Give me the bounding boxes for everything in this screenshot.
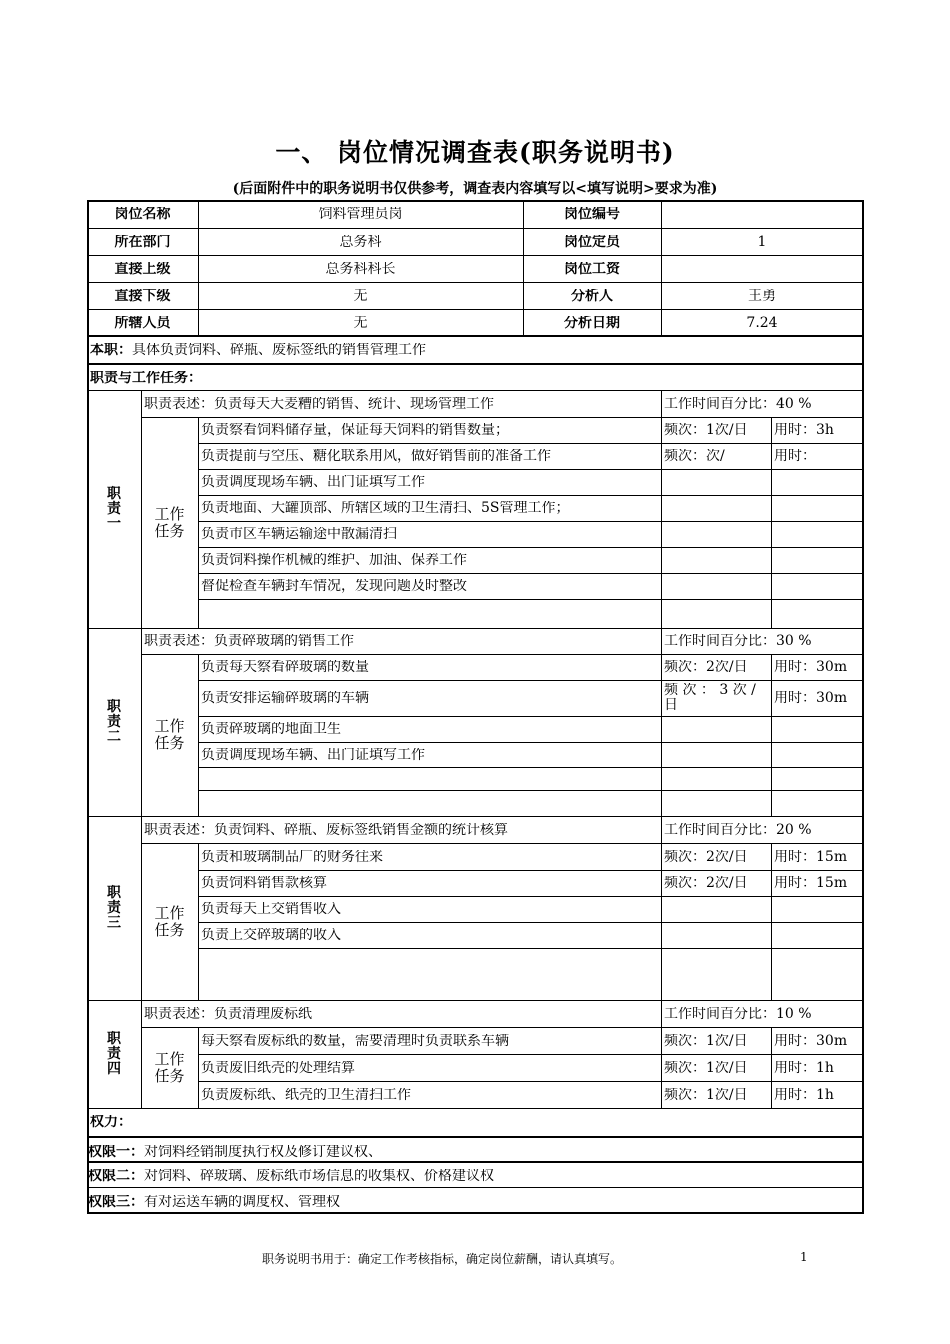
col-divider [661,628,662,816]
task-row-text: 负责地面、大罐顶部、所辖区域的卫生清扫、5S管理工作； [201,501,570,516]
task-duration [774,501,860,517]
field-value: 无 [353,316,368,331]
task-frequency: 频次：2次/日 [664,876,748,891]
col-divider [141,1000,142,1108]
row-divider [87,282,863,283]
field-label: 所辖人员 [114,316,171,331]
task-row-text: 负责提前与空压、糖化联系用风，做好销售前的准备工作 [201,449,551,464]
field-label: 岗位工资 [564,262,620,277]
task-frequency [664,967,768,983]
table-right-border [862,200,864,1213]
col-divider [771,417,772,628]
task-duration: 用时：30m [774,1034,848,1049]
row-divider [198,443,863,444]
task-frequency: 频次：次/ [664,449,725,464]
duty-label [104,1032,124,1077]
row-divider [87,390,863,391]
task-duration [774,902,860,918]
task-duration [774,772,860,788]
duty-label-char: 责 [107,900,121,916]
task-label-part: 工作 [154,1049,185,1068]
task-frequency: 频次：1次/日 [664,1034,748,1049]
duty-time-percent: 工作时间百分比：20 % [664,823,812,838]
task-duration [774,796,860,812]
duty-time-percent: 工作时间百分比：40 % [664,397,812,412]
power-text: 对饲料经销制度执行权及修订建议权、 [144,1145,382,1159]
field-value: 王勇 [748,289,776,304]
task-frequency-line: 频 次 ： 3 次 / [664,683,756,698]
col-divider [198,417,199,628]
task-frequency: 频次：1次/日 [664,1088,748,1103]
task-duration [774,722,860,738]
field-value [664,207,860,223]
table-left-border [87,200,89,1213]
task-duration [774,579,860,595]
task-row-text: 负责调度现场车辆、出门证填写工作 [201,475,425,490]
row-divider [198,948,863,949]
col-divider [661,200,662,336]
duty-label-char: 二 [107,729,121,745]
task-frequency [664,607,768,623]
task-duration [774,748,860,764]
field-value [664,262,860,278]
col-divider [661,816,662,1000]
task-duration [774,607,860,623]
footer-note: 职务说明书用于：确定工作考核指标，确定岗位薪酬，请认真填写。 [262,1252,623,1266]
duty-label-char: 责 [107,1046,121,1062]
task-frequency: 频次：2次/日 [664,660,748,675]
task-row-text: 负责上交碎玻璃的收入 [201,928,341,943]
task-label [141,718,198,752]
task-label-part: 任务 [154,1066,185,1085]
row-divider [198,469,863,470]
section-divider [87,335,863,337]
field-value: 1 [757,235,767,250]
power-header: 权力： [90,1115,132,1130]
main-duty-label: 本职： [90,343,132,357]
col-divider [198,654,199,816]
duty-label-char: 职 [107,885,121,901]
row-divider [87,255,863,256]
duty-label-char: 一 [107,516,121,532]
col-divider [198,200,199,336]
task-duration: 用时：30m [774,660,848,675]
task-label-part: 工作 [154,717,185,735]
task-row-text: 每天察看废标纸的数量，需要清理时负责联系车辆 [201,1034,509,1049]
row-divider [198,573,863,574]
duty-label-char: 四 [107,1061,121,1077]
task-label-part: 任务 [154,920,185,939]
duty-description: 职责表述：负责饲料、碎瓶、废标签纸销售金额的统计核算 [144,823,508,838]
section-divider [87,1136,863,1138]
power-label: 权限二： [88,1169,144,1183]
task-label-part: 任务 [154,521,185,540]
task-row-text: 负责察看饲料储存量，保证每天饲料的销售数量； [201,423,509,438]
task-row-text [201,607,658,623]
field-value: 总务科科长 [325,262,396,277]
row-divider [87,1161,863,1163]
task-duration [774,527,860,543]
col-divider [141,390,142,628]
row-divider [141,417,863,418]
row-divider [141,654,863,655]
task-label-part: 工作 [154,903,185,922]
task-row-text: 负责市区车辆运输途中散漏清扫 [201,527,397,542]
duty-label-char: 职 [107,486,121,502]
row-divider [87,1187,863,1188]
task-label-part: 工作 [154,504,185,523]
power-text: 对饲料、碎玻璃、废标纸市场信息的收集权、价格建议权 [144,1169,494,1183]
task-row-text: 负责废标纸、纸壳的卫生清扫工作 [201,1088,411,1103]
task-row-text: 负责调度现场车辆、出门证填写工作 [201,748,425,763]
field-label: 岗位定员 [564,235,620,250]
row-divider [198,716,863,717]
task-duration: 用时：15m [774,850,848,865]
task-duration: 用时：1h [774,1061,834,1076]
task-duration [774,553,860,569]
task-frequency [664,748,768,764]
task-row-text: 负责饲料操作机械的维护、加油、保养工作 [201,553,467,568]
row-divider [198,495,863,496]
power-row [88,1195,848,1209]
duty-label-char: 责 [107,714,121,730]
task-duration: 用时：15m [774,876,848,891]
duty-time-percent: 工作时间百分比：10 % [664,1007,812,1022]
section-divider [87,363,863,365]
row-divider [198,896,863,897]
table-bottom-border [87,1212,864,1214]
col-divider [523,200,524,336]
col-divider [141,816,142,1000]
col-divider [198,1027,199,1108]
power-row [88,1145,848,1159]
power-row [88,1169,848,1183]
block-divider [87,1108,863,1109]
col-divider [661,1000,662,1108]
task-row-text: 负责碎玻璃的地面卫生 [201,722,341,737]
task-duration [774,475,860,491]
table-top-border [87,200,864,202]
task-row-text [201,796,658,812]
col-divider [198,843,199,1000]
task-row-text: 负责和玻璃制品厂的财务往来 [201,850,383,865]
task-row-text [201,967,658,983]
field-value: 无 [353,289,368,304]
task-frequency [664,501,768,517]
row-divider [198,1081,863,1082]
duty-label-char: 职 [107,1031,121,1047]
row-divider [198,1054,863,1055]
task-duration: 用时：3h [774,423,834,438]
field-value: 饲料管理员岗 [318,207,403,222]
block-divider [87,816,863,817]
field-value: 总务科 [339,235,382,250]
field-label: 分析日期 [564,316,620,331]
task-row-text: 督促检查车辆封车情况，发现问题及时整改 [201,579,467,594]
task-row-text: 负责每天上交销售收入 [201,902,341,917]
task-row-text: 负责每天察看碎玻璃的数量 [201,660,369,675]
page-number: 1 [800,1250,808,1264]
duty-time-percent: 工作时间百分比：30 % [664,634,812,649]
power-label: 权限三： [88,1195,144,1209]
duty-description: 职责表述：负责碎玻璃的销售工作 [144,634,354,649]
duty-description: 职责表述：负责每天大麦糟的销售、统计、现场管理工作 [144,397,494,412]
duty-label-char: 职 [107,699,121,715]
duty-label [104,700,124,745]
task-frequency: 频次：1次/日 [664,423,748,438]
task-frequency [664,527,768,543]
col-divider [771,1027,772,1108]
task-row-text: 负责饲料销售款核算 [201,876,327,891]
task-duration [774,967,860,983]
row-divider [198,922,863,923]
row-divider [141,843,863,844]
task-frequency [664,928,768,944]
block-divider [87,1000,863,1001]
task-frequency: 频次：1次/日 [664,1061,748,1076]
field-label: 所在部门 [114,235,171,250]
field-value: 7.24 [746,316,778,331]
task-duration: 用时：30m [774,691,848,706]
task-frequency [664,722,768,738]
task-row-text: 负责安排运输碎玻璃的车辆 [201,691,369,706]
task-frequency [664,553,768,569]
main-duty [90,343,790,357]
task-frequency [664,796,768,812]
task-duration: 用时： [774,449,816,464]
field-label: 分析人 [571,289,613,304]
task-duration: 用时：1h [774,1088,834,1103]
task-frequency-line: 日 [664,697,678,713]
task-frequency [664,683,768,715]
col-divider [661,390,662,628]
task-label [141,506,198,540]
col-divider [141,628,142,816]
field-label: 直接下级 [114,289,171,304]
task-row-text [201,772,658,788]
row-divider [198,521,863,522]
page-subtitle: (后面附件中的职务说明书仅供参考，调查表内容填写以<填写说明>要求为准) [232,181,718,197]
block-divider [87,628,863,629]
task-duration [774,928,860,944]
task-label [141,1051,198,1085]
task-frequency [664,475,768,491]
power-label: 权限一： [88,1145,144,1159]
row-divider [87,228,863,229]
page-title: 一、 岗位情况调查表(职务说明书) [275,138,675,167]
field-label: 直接上级 [114,262,171,277]
field-label: 岗位编号 [564,207,620,222]
main-duty-text: 具体负责饲料、碎瓶、废标签纸的销售管理工作 [132,343,426,357]
duty-label [104,487,124,532]
task-row-text: 负责废旧纸壳的处理结算 [201,1061,355,1076]
task-label [141,905,198,939]
row-divider [198,599,863,600]
row-divider [87,309,863,310]
row-divider [198,790,863,791]
task-frequency [664,772,768,788]
row-divider [198,547,863,548]
row-divider [141,1027,863,1028]
duty-label [104,886,124,931]
duty-label-char: 责 [107,501,121,517]
power-text: 有对运送车辆的调度权、管理权 [144,1195,340,1209]
row-divider [198,742,863,743]
task-frequency [664,902,768,918]
task-label-part: 任务 [154,734,185,752]
row-divider [198,680,863,681]
task-frequency [664,579,768,595]
duty-label-char: 三 [107,915,121,931]
row-divider [198,767,863,768]
field-label: 岗位名称 [114,207,171,222]
col-divider [771,843,772,1000]
col-divider [771,654,772,816]
row-divider [198,870,863,871]
task-frequency: 频次：2次/日 [664,850,748,865]
duty-description: 职责表述：负责清理废标纸 [144,1007,312,1022]
duties-header: 职责与工作任务： [90,371,202,386]
